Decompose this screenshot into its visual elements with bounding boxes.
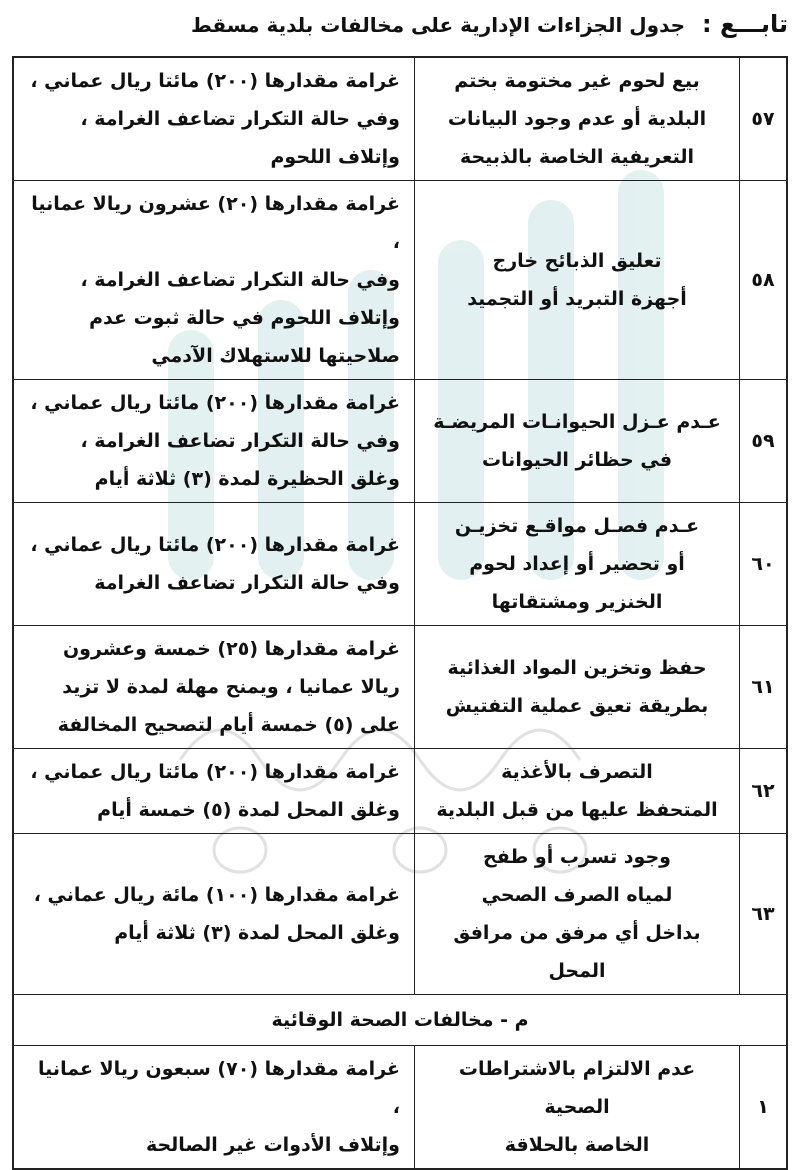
table-row [13, 181, 787, 380]
table-row [13, 503, 787, 626]
penalty-cell [13, 626, 415, 749]
penalty-text: غرامة مقدارها (٢٠) عشرون ريالا عمانيا ، وفي حالة التكرار تضاعف الغرامة ، وإتلاف اللحوم في حالة ثبوت عدم صلاحيتها للاستهلاك الآدمي [31, 193, 400, 367]
violation-number: ٥٨ [740, 181, 788, 380]
violation-cell [415, 503, 740, 626]
violation-text: بيع لحوم غير مختومة بختم البلدية أو عدم وجود البيانات التعريفية الخاصة بالذبيحة [447, 70, 707, 168]
section-title: م - مخالفات الصحة الوقائية [13, 995, 787, 1046]
violation-text: وجود تسرب أو طفح لمياه الصرف الصحي بداخل أي مرفق من مرافق المحل [453, 846, 701, 982]
table-row [13, 57, 787, 181]
table-row [13, 626, 787, 749]
penalty-text: غرامة مقدارها (٧٠) سبعون ريالا عمانيا ، وإتلاف الأدوات غير الصالحة [38, 1058, 400, 1156]
penalty-cell [13, 380, 415, 503]
page-title: جدول الجزاءات الإدارية على مخالفات بلدية مسقط [190, 13, 686, 37]
violation-text: عدم الالتزام بالاشتراطات الصحية الخاصة بالحلاقة [458, 1058, 696, 1156]
penalty-text: غرامة مقدارها (٢٠٠) مائتا ريال عماني ، وفي حالة التكرار تضاعف الغرامة ، وإتلاف اللحوم [30, 70, 400, 168]
penalty-cell [13, 503, 415, 626]
penalty-text: غرامة مقدارها (٢٠٠) مائتا ريال عماني ، وغلق المحل لمدة (٥) خمسة أيام [30, 761, 400, 821]
violation-number: ١ [740, 1046, 788, 1170]
table-row [13, 749, 787, 834]
penalty-cell [13, 181, 415, 380]
violation-cell [415, 181, 740, 380]
violation-cell [415, 57, 740, 181]
penalty-cell [13, 57, 415, 181]
violation-cell [415, 749, 740, 834]
violation-number: ٦٠ [740, 503, 788, 626]
penalty-text: غرامة مقدارها (١٠٠) مائة ريال عماني ، وغلق المحل لمدة (٣) ثلاثة أيام [33, 884, 400, 944]
fines-table-body [13, 57, 787, 1169]
table-row [13, 1046, 787, 1170]
violation-text: التصرف بالأغذية المتحفظ عليها من قبل البلدية [436, 761, 718, 821]
penalty-text: غرامة مقدارها (٢٠٠) مائتا ريال عماني ، وفي حالة التكرار تضاعف الغرامة [30, 534, 400, 594]
section-row [13, 995, 787, 1046]
violation-cell [415, 626, 740, 749]
table-row [13, 834, 787, 995]
penalty-text: غرامة مقدارها (٢٥) خمسة وعشرون ريالا عمانيا ، ويمنح مهلة لمدة لا تزيد على (٥) خمسة أيام لتصحيح المخالفة [57, 638, 400, 736]
table-row [13, 380, 787, 503]
violation-text: عـدم فصـل مواقـع تخزيـن أو تحضير أو إعداد لحوم الخنزير ومشتقاتها [454, 515, 700, 613]
page-header [12, 6, 788, 42]
penalty-cell [13, 1046, 415, 1170]
violation-cell [415, 380, 740, 503]
penalty-cell [13, 834, 415, 995]
violation-text: تعليق الذبائح خارج أجهزة التبريد أو التجميد [467, 250, 687, 310]
violation-cell [415, 1046, 740, 1170]
violation-text: عـدم عـزل الحيوانـات المريضـة في حظائر الحيوانات [433, 411, 721, 471]
violation-number: ٥٩ [740, 380, 788, 503]
fines-table [12, 56, 788, 1170]
violation-text: حفظ وتخزين المواد الغذائية بطريقة تعيق عملية التفتيش [445, 657, 709, 717]
violation-number: ٦٣ [740, 834, 788, 995]
violation-number: ٦٢ [740, 749, 788, 834]
violation-cell [415, 834, 740, 995]
penalty-cell [13, 749, 415, 834]
violation-number: ٦١ [740, 626, 788, 749]
violation-number: ٥٧ [740, 57, 788, 181]
penalty-text: غرامة مقدارها (٢٠٠) مائتا ريال عماني ، وفي حالة التكرار تضاعف الغرامة ، وغلق الحظيرة لمدة (٣) ثلاثة أيام [30, 392, 400, 490]
follow-label: تابـــع : [702, 10, 788, 38]
